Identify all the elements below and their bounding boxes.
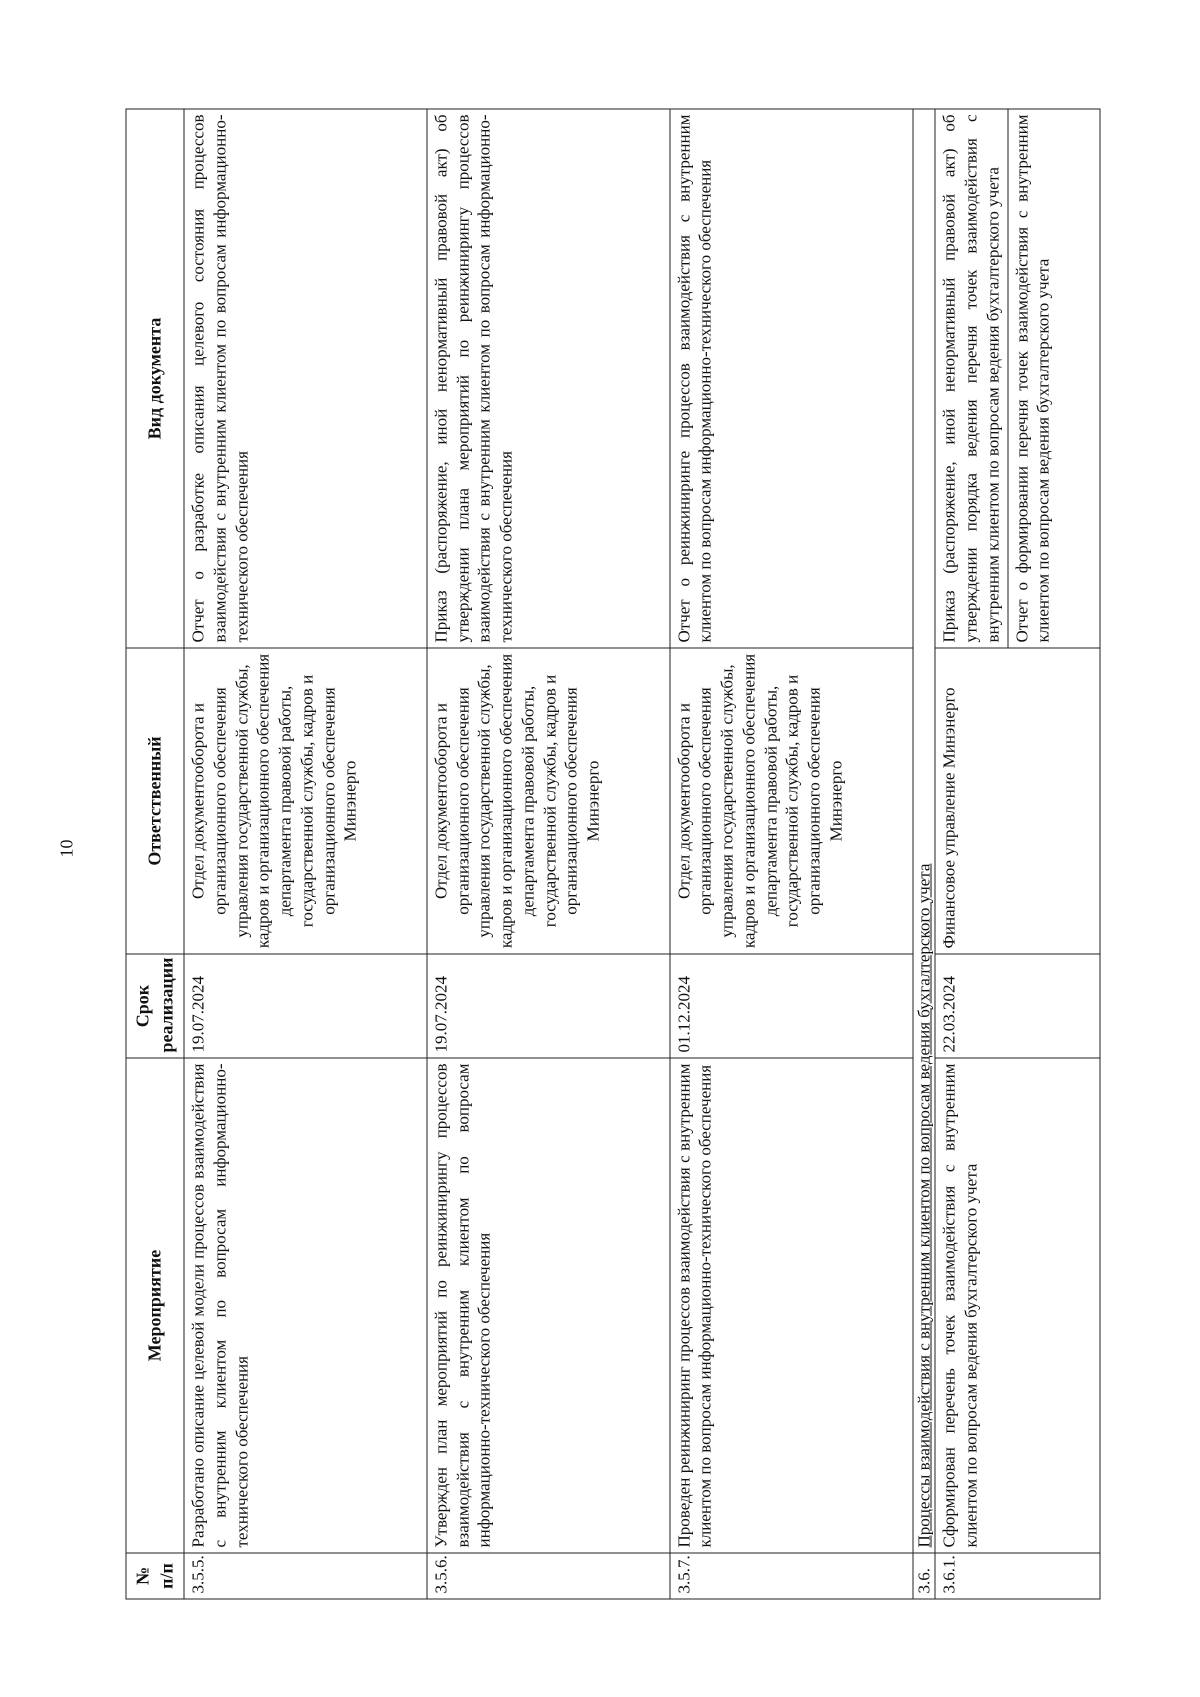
row-event: Сформирован перечень точек взаимодействия с внутренним клиентом по вопросам ведения бухгалтерского учета <box>935 1058 1100 1553</box>
row-date: 01.12.2024 <box>670 954 913 1058</box>
row-num: 3.6.1. <box>935 1553 1100 1599</box>
section-title-cell <box>913 109 936 1553</box>
table-row <box>427 109 670 1599</box>
row-doc-split <box>935 109 1100 648</box>
section-num: 3.6. <box>913 1553 936 1599</box>
row-doc: Приказ (распоряжение, иной ненормативный правовой акт) об утверждении плана мероприятий по реинжинирингу процессов взаимодействия с внутренним клиентом по вопросам информационно-технического обеспечения <box>427 109 670 648</box>
row-event: Разработано описание целевой модели процессов взаимодействия с внутренним клиентом по вопросам информационно-технического обеспечения <box>184 1058 427 1553</box>
header-date: Срок реализации <box>126 954 184 1058</box>
table-header-row <box>126 109 184 1599</box>
row-num: 3.5.5. <box>184 1553 427 1599</box>
row-date: 19.07.2024 <box>184 954 427 1058</box>
row-doc-part-report: Отчет о формировании перечня точек взаимодействия с внутренним клиентом по вопросам ведения бухгалтерского учета <box>1007 110 1058 648</box>
row-responsible: Финансовое управление Минэнерго <box>935 648 1100 954</box>
row-date: 19.07.2024 <box>427 954 670 1058</box>
row-event: Утвержден план мероприятий по реинжинирингу процессов взаимодействия с внутренним клиентом по вопросам информационно-технического обеспечения <box>427 1058 670 1553</box>
section-title: Процессы взаимодействия с внутренним клиентом по вопросам ведения бухгалтерского учета <box>914 863 934 1548</box>
row-date: 22.03.2024 <box>935 954 1100 1058</box>
row-responsible: Отдел документооборота и организационного обеспечения управления государственной службы, кадров и организационного обеспечения департамента правовой работы, государственной службы, кадров и организационного обеспечения Минэнерго <box>427 648 670 954</box>
row-responsible: Отдел документооборота и организационного обеспечения управления государственной службы, кадров и организационного обеспечения департамента правовой работы, государственной службы, кадров и организационного обеспечения Минэнерго <box>184 648 427 954</box>
header-responsible: Ответственный <box>126 648 184 954</box>
row-num: 3.5.7. <box>670 1553 913 1599</box>
header-num: № п/п <box>126 1553 184 1599</box>
row-responsible: Отдел документооборота и организационного обеспечения управления государственной службы, кадров и организационного обеспечения департамента правовой работы, государственной службы, кадров и организационного обеспечения Минэнерго <box>670 648 913 954</box>
section-row <box>913 109 936 1599</box>
header-event: Мероприятие <box>126 1058 184 1553</box>
table-row <box>670 109 913 1599</box>
row-doc: Отчет о разработке описания целевого состояния процессов взаимодействия с внутренним клиентом по вопросам информационно-технического обеспечения <box>184 109 427 648</box>
rotated-table-container <box>126 110 1101 1600</box>
table-row <box>184 109 427 1599</box>
page-number: 10 <box>56 839 77 858</box>
row-event: Проведен реинжиниринг процессов взаимодействия с внутренним клиентом по вопросам информационно-технического обеспечения <box>670 1058 913 1553</box>
events-table <box>126 109 1101 1600</box>
row-doc-part-order: Приказ (распоряжение, иной ненормативный правовой акт) об утверждении порядка ведения перечня точек взаимодействия с внутренним клиентом по вопросам ведения бухгалтерского учета <box>939 114 1003 643</box>
row-doc: Отчет о реинжиниринге процессов взаимодействия с внутренним клиентом по вопросам информационно-технического обеспечения <box>670 109 913 648</box>
row-num: 3.5.6. <box>427 1553 670 1599</box>
header-doc-type: Вид документа <box>126 109 184 648</box>
table-row <box>935 109 1100 1599</box>
